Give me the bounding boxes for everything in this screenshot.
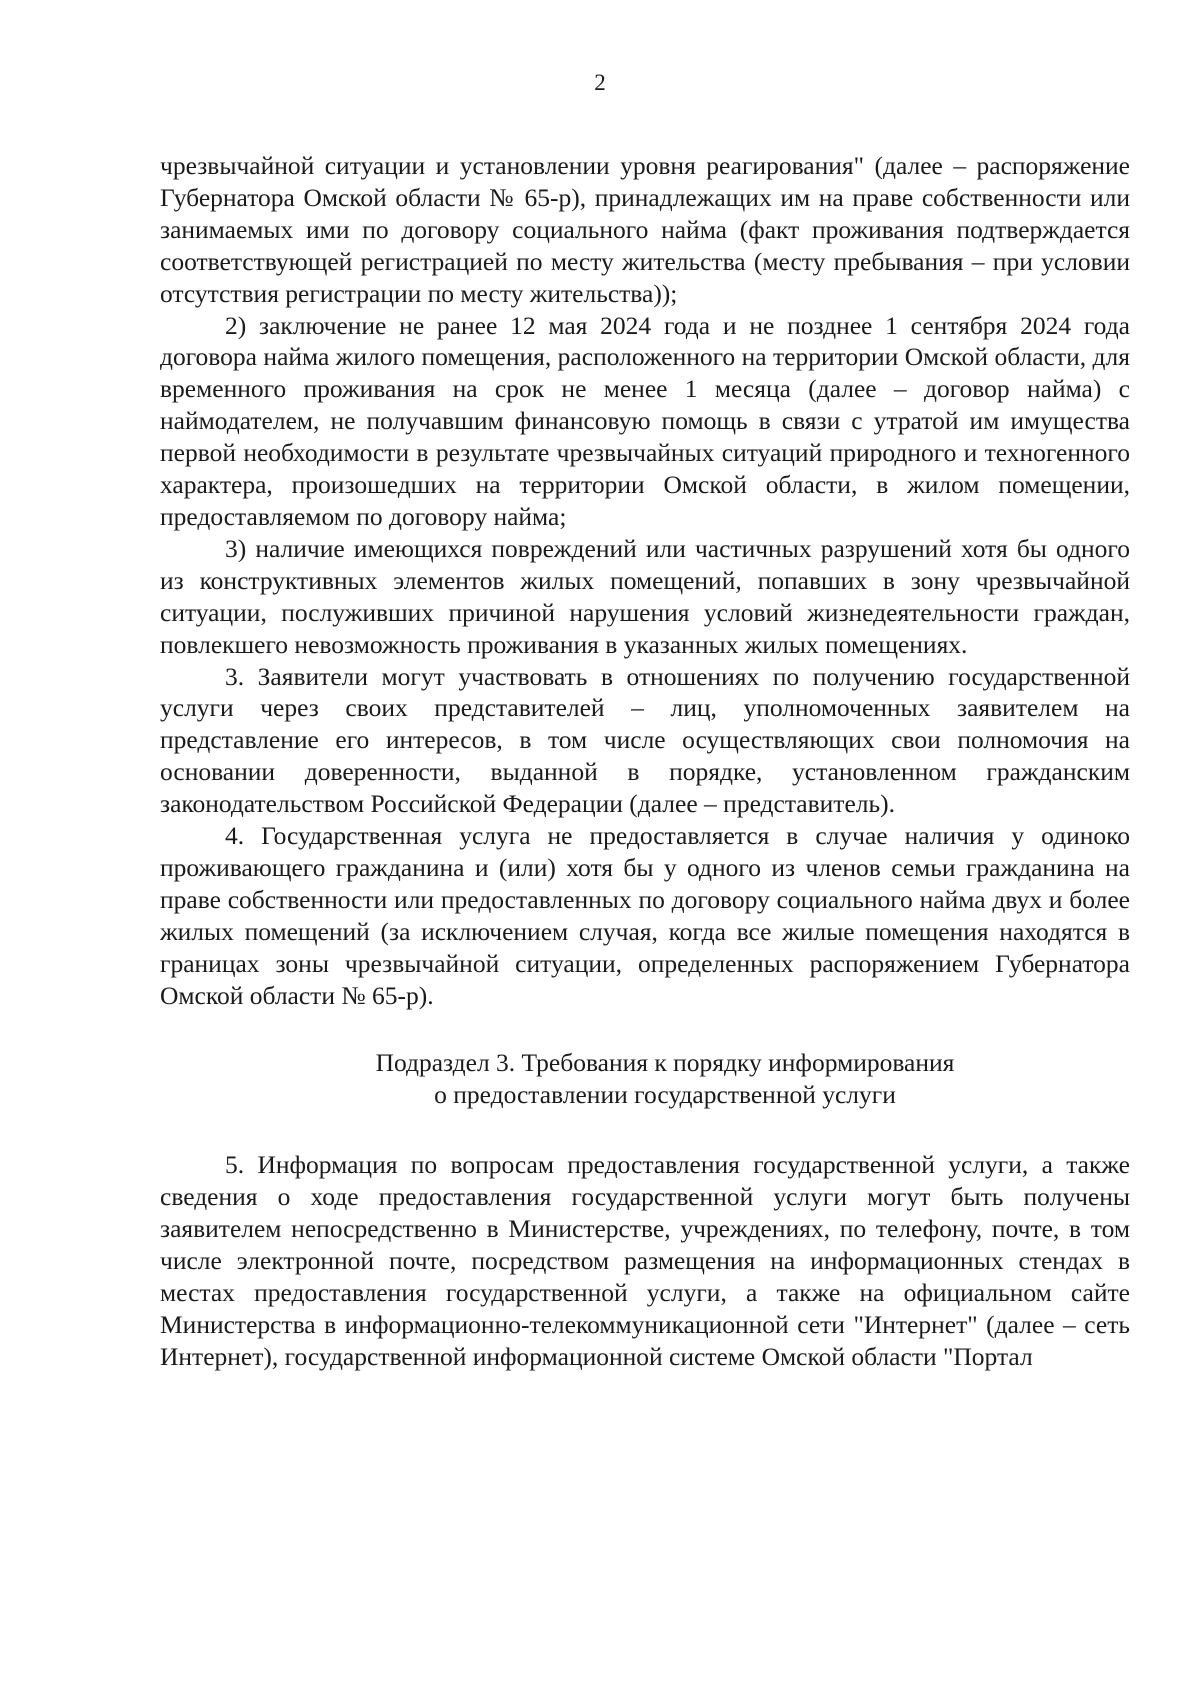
document-body: [160, 150, 1130, 1373]
paragraph-3: 3. Заявители могут участвовать в отношениях по получению государственной услуги через своих представителей – лиц, уполномоченных заявителем на представление его интересов, в том числе осуществляющих свои полномочия на основании доверенности, выданной в порядке, установленном гражданским законодательством Российской Федерации (далее – представитель).: [160, 661, 1130, 819]
paragraph-continuation: чрезвычайной ситуации и установлении уровня реагирования" (далее – распоряжение Губернатора Омской области № 65-р), принадлежащих им на праве собственности или занимаемых ими по договору социального найма (факт проживания подтверждается соответствующей регистрацией по месту жительства (месту пребывания – при условии отсутствия регистрации по месту жительства));: [160, 151, 1130, 308]
paragraph-item-3: 3) наличие имеющихся повреждений или частичных разрушений хотя бы одного из конструктивных элементов жилых помещений, попавших в зону чрезвычайной ситуации, послуживших причиной нарушения условий жизнедеятельности граждан, повлекшего невозможность проживания в указанных жилых помещениях.: [160, 533, 1130, 659]
paragraph-item-2: 2) заключение не ранее 12 мая 2024 года и не позднее 1 сентября 2024 года договора найма жилого помещения, расположенного на территории Омской области, для временного проживания на срок не менее 1 месяца (далее – договор найма) с наймодателем, не получавшим финансовую помощь в связи с утратой им имущества первой необходимости в результате чрезвычайных ситуаций природного и техногенного характера, произошедших на территории Омской области, в жилом помещении, предоставляемом по договору найма;: [160, 310, 1130, 531]
paragraph-5: 5. Информация по вопросам предоставления государственной услуги, а также сведения о ходе предоставления государственной услуги могут быть получены заявителем непосредственно в Министерстве, учреждениях, по телефону, почте, в том числе электронной почте, посредством размещения на информационных стендах в местах предоставления государственной услуги, а также на официальном сайте Министерства в информационно-телекоммуникационной сети "Интернет" (далее – сеть Интернет), государственной информационной системе Омской области "Портал: [160, 1150, 1130, 1371]
subsection-heading: [160, 1047, 1130, 1111]
page-number: 2: [594, 70, 606, 95]
subsection-heading-line-1: Подраздел 3. Требования к порядку информирования: [375, 1048, 955, 1078]
paragraph-4: 4. Государственная услуга не предоставляется в случае наличия у одиноко проживающего гражданина и (или) хотя бы у одного из членов семьи гражданина на праве собственности или предоставленных по договору социального найма двух и более жилых помещений (за исключением случая, когда все жилые помещения находятся в границах зоны чрезвычайной ситуации, определенных распоряжением Губернатора Омской области № 65-р).: [160, 821, 1130, 1010]
subsection-heading-line-2: о предоставлении государственной услуги: [434, 1080, 896, 1110]
